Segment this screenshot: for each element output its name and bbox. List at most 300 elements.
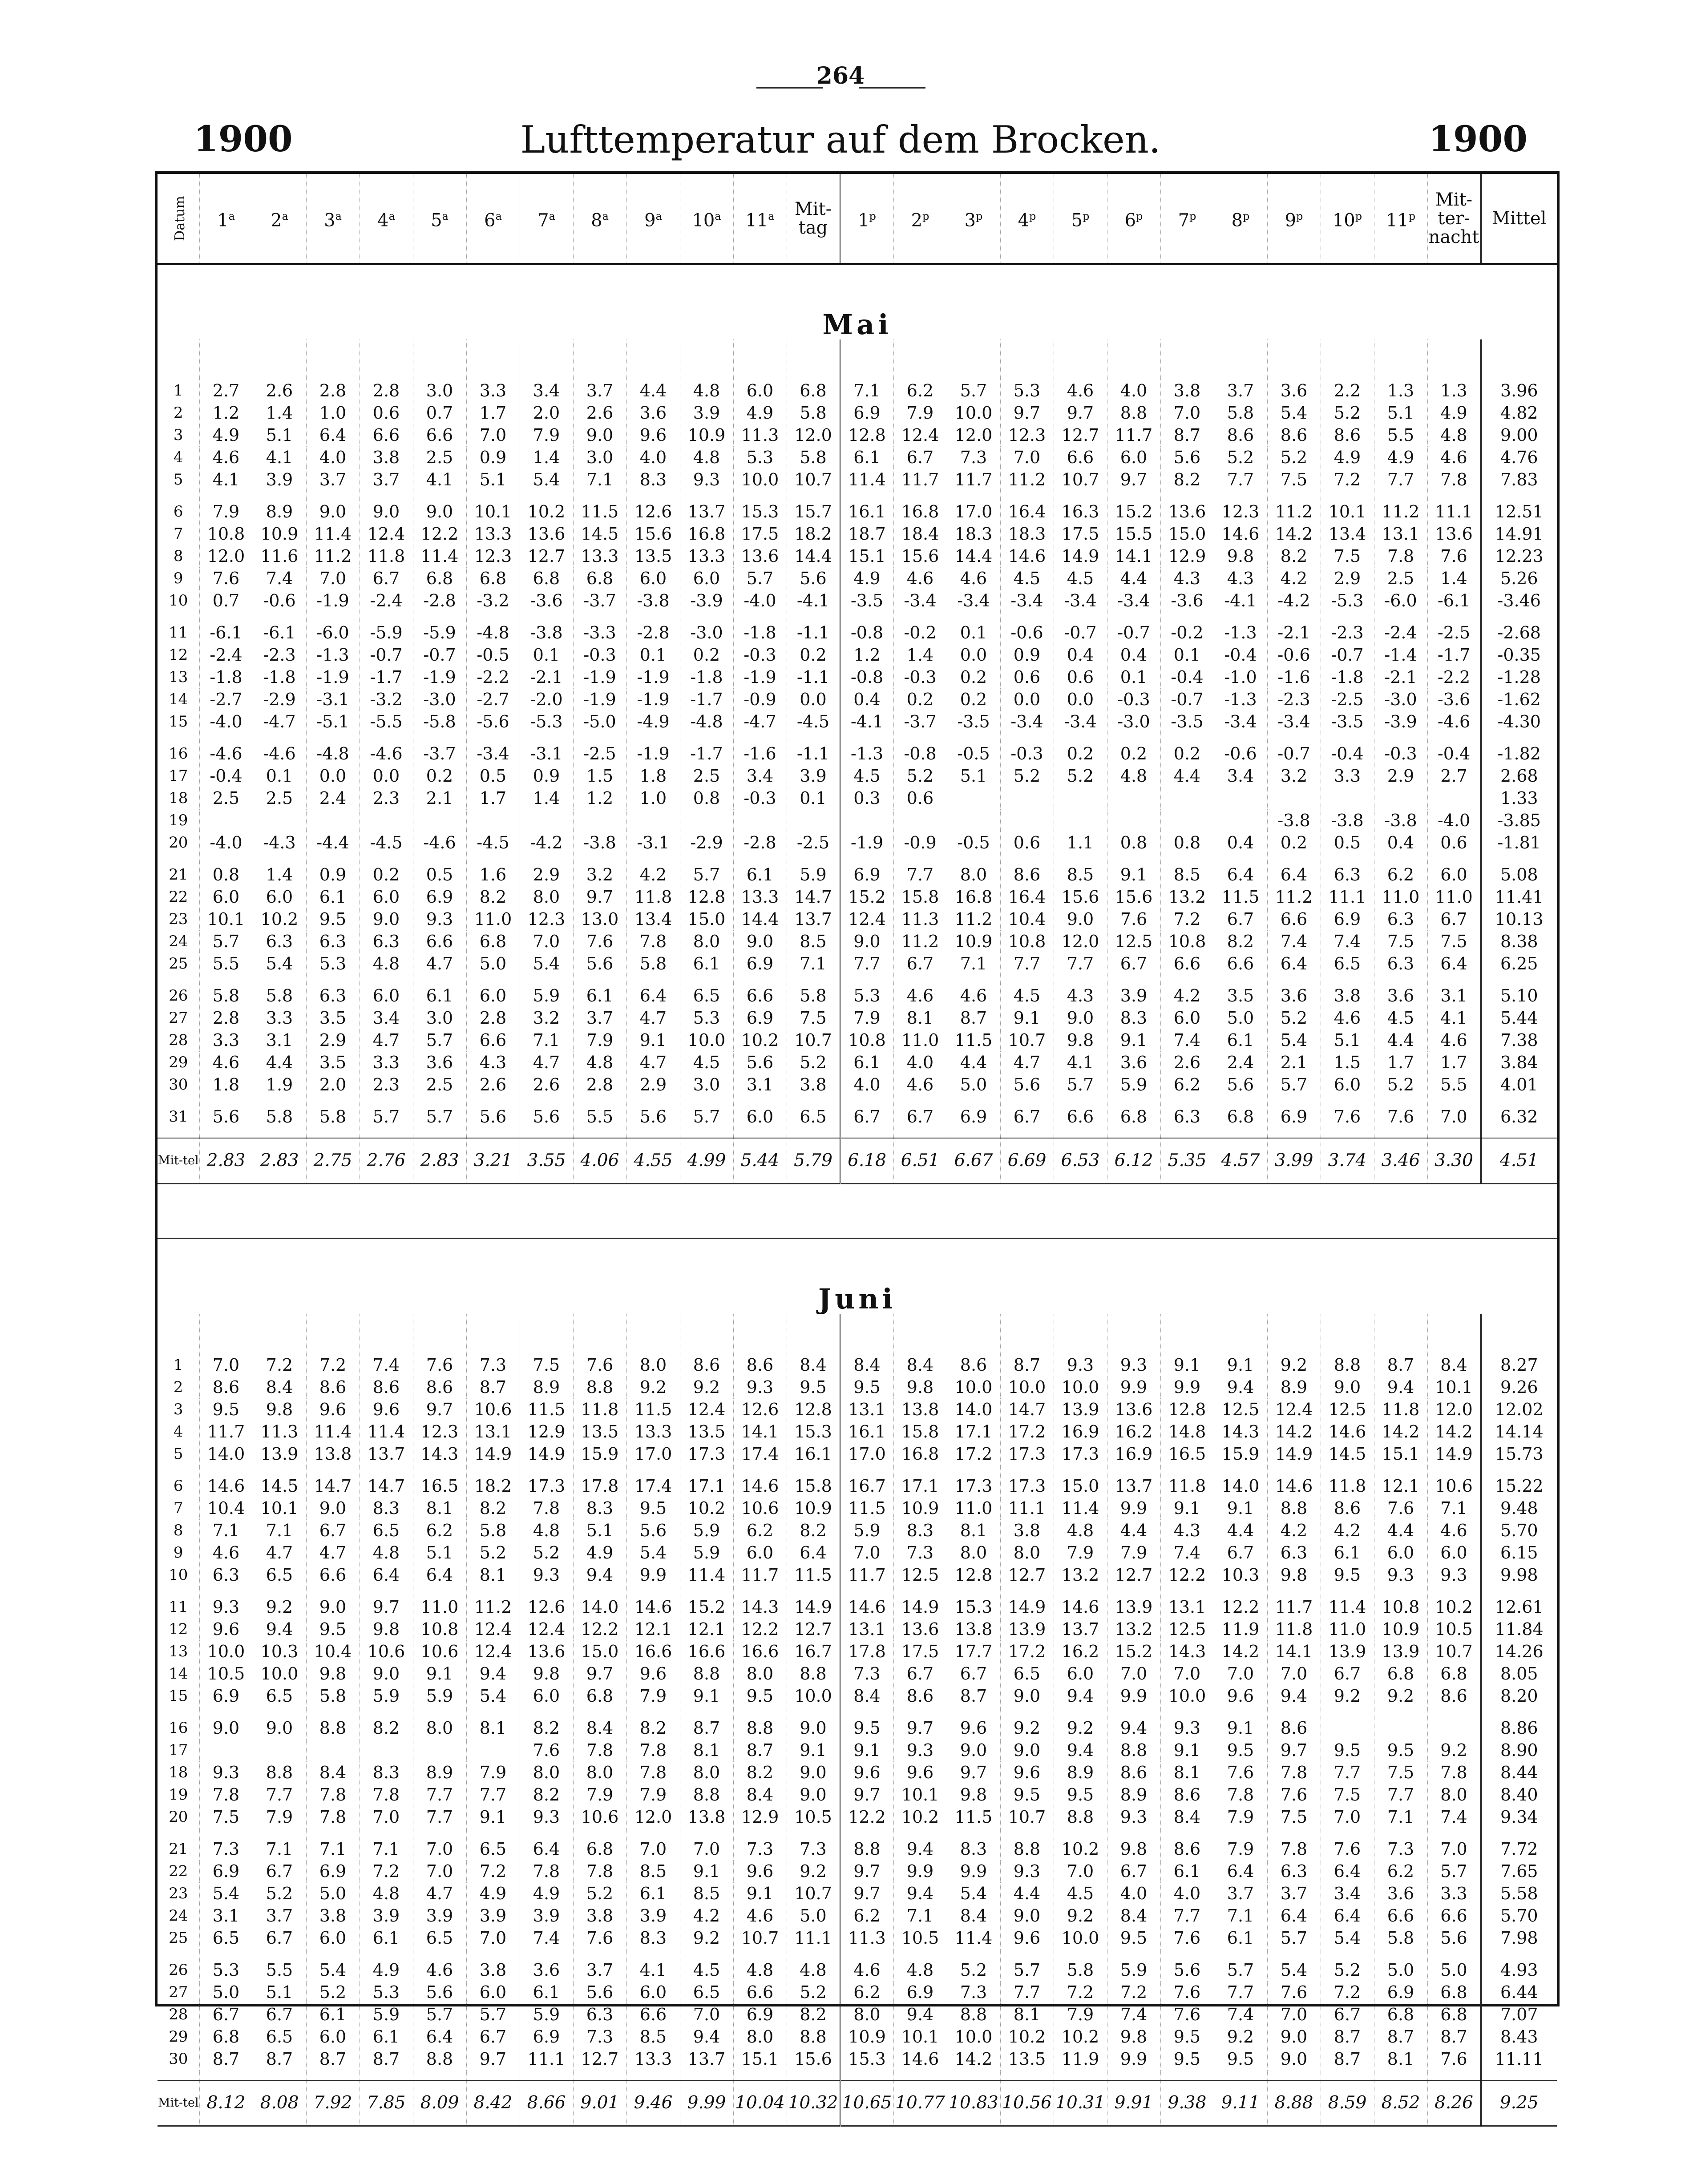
- header-hour-number: 11: [745, 210, 768, 231]
- temperature-cell: 10.9: [1374, 1618, 1427, 1640]
- temperature-cell: 16.8: [680, 523, 733, 545]
- spacer-cell: [1267, 2070, 1321, 2080]
- header-hour-suffix: p: [1408, 210, 1416, 223]
- gap-cell: [1160, 1465, 1214, 1475]
- temperature-cell: 7.5: [199, 1806, 253, 1828]
- temperature-cell: 12.2: [573, 1618, 626, 1640]
- temperature-cell: 10.1: [893, 2026, 947, 2048]
- temperature-cell: [1054, 787, 1107, 809]
- temperature-cell: 0.6: [360, 402, 413, 424]
- day-cell: 14: [169, 690, 188, 708]
- temperature-cell: 4.6: [1054, 379, 1107, 402]
- temperature-cell: 4.5: [680, 1959, 733, 1981]
- temperature-cell: 14.6: [893, 2048, 947, 2070]
- gap-cell: [413, 975, 466, 985]
- temperature-cell: [1321, 787, 1374, 809]
- temperature-cell: 12.3: [1214, 501, 1267, 523]
- temperature-cell: 5.3: [1000, 379, 1054, 402]
- temperature-cell: 12.4: [466, 1640, 520, 1663]
- temperature-cell: 6.0: [626, 567, 680, 589]
- temperature-cell: 9.6: [893, 1761, 947, 1784]
- spacer-cell: [1427, 339, 1481, 379]
- day-cell: 1: [173, 382, 183, 400]
- day-cell: 20: [169, 834, 188, 852]
- daily-mean-cell: 6.15: [1481, 1542, 1557, 1564]
- temperature-cell: 0.5: [413, 864, 466, 886]
- temperature-cell: 11.5: [840, 1497, 893, 1519]
- spacer-cell: [680, 339, 733, 379]
- temperature-cell: -6.0: [1374, 589, 1427, 612]
- header-hour-pm: [1374, 174, 1427, 264]
- temperature-cell: 6.7: [1427, 908, 1481, 930]
- gap-cell: [158, 1828, 199, 1838]
- spacer-cell: [947, 339, 1000, 379]
- temperature-cell: 5.2: [1321, 402, 1374, 424]
- header-hour-number: 8: [591, 210, 602, 231]
- temperature-cell: 7.2: [360, 1860, 413, 1882]
- temperature-cell: 10.0: [947, 2026, 1000, 2048]
- temperature-cell: 5.7: [413, 1029, 466, 1051]
- gap-cell: [360, 1096, 413, 1106]
- temperature-cell: 8.7: [306, 2048, 360, 2070]
- gap-cell: [1427, 612, 1481, 622]
- temperature-cell: 5.8: [253, 1106, 306, 1128]
- data-row: [158, 1860, 1557, 1882]
- temperature-cell: 7.4: [1160, 1542, 1214, 1564]
- hourly-mean-cell: 9.11: [1214, 2080, 1267, 2126]
- temperature-cell: 4.7: [1000, 1051, 1054, 1074]
- temperature-cell: 6.4: [626, 985, 680, 1007]
- gap-cell: [1214, 975, 1267, 985]
- gap-cell: [840, 612, 893, 622]
- temperature-cell: 8.2: [733, 1761, 787, 1784]
- temperature-cell: 6.0: [733, 1542, 787, 1564]
- temperature-cell: 9.4: [893, 1838, 947, 1860]
- gap-cell: [947, 1707, 1000, 1717]
- temperature-cell: 13.3: [626, 2048, 680, 2070]
- header-hour-number: 11: [1386, 210, 1409, 231]
- gap-cell: [1214, 1707, 1267, 1717]
- temperature-cell: 10.5: [199, 1663, 253, 1685]
- gap-cell: [466, 1465, 520, 1475]
- gap-cell: [1000, 1465, 1054, 1475]
- data-row: [158, 1882, 1557, 1905]
- temperature-cell: 12.3: [520, 908, 573, 930]
- temperature-cell: 8.8: [947, 2003, 1000, 2026]
- temperature-cell: 9.4: [253, 1618, 306, 1640]
- temperature-cell: 8.4: [947, 1905, 1000, 1927]
- temperature-cell: 10.3: [253, 1640, 306, 1663]
- temperature-cell: 11.7: [840, 1564, 893, 1586]
- gap-cell: [787, 1949, 840, 1959]
- day-cell: 24: [169, 1907, 188, 1925]
- temperature-cell: 0.6: [893, 787, 947, 809]
- daily-mean-cell: 3.84: [1481, 1051, 1557, 1074]
- temperature-cell: 9.1: [1160, 1739, 1214, 1761]
- temperature-cell: 8.5: [787, 930, 840, 953]
- spacer-row: [158, 2070, 1557, 2080]
- temperature-cell: -2.1: [1267, 622, 1321, 644]
- temperature-cell: 11.0: [1321, 1618, 1374, 1640]
- temperature-cell: 6.1: [413, 985, 466, 1007]
- gap-cell: [840, 1828, 893, 1838]
- temperature-cell: 9.2: [1374, 1685, 1427, 1707]
- header-hour-number: 1: [858, 210, 869, 231]
- gap-cell: [1107, 733, 1160, 743]
- temperature-cell: 6.1: [840, 1051, 893, 1074]
- temperature-cell: 6.0: [1427, 1542, 1481, 1564]
- temperature-cell: 0.3: [840, 787, 893, 809]
- spacer-cell: [1214, 1128, 1267, 1138]
- daily-mean-cell: 5.10: [1481, 985, 1557, 1007]
- spacer-cell: [787, 2070, 840, 2080]
- temperature-cell: 10.3: [1214, 1564, 1267, 1586]
- temperature-cell: 7.6: [573, 1354, 626, 1376]
- temperature-cell: 15.9: [573, 1443, 626, 1465]
- temperature-cell: 13.6: [733, 545, 787, 567]
- temperature-cell: 7.0: [520, 930, 573, 953]
- temperature-cell: 6.8: [1374, 1663, 1427, 1685]
- temperature-cell: 12.7: [1054, 424, 1107, 446]
- temperature-cell: 12.4: [1267, 1398, 1321, 1421]
- spacer-cell: [1160, 1128, 1214, 1138]
- temperature-cell: -1.4: [1374, 644, 1427, 666]
- temperature-cell: 10.2: [893, 1806, 947, 1828]
- temperature-cell: 11.8: [360, 545, 413, 567]
- temperature-cell: -2.3: [1267, 688, 1321, 711]
- temperature-cell: -0.7: [1054, 622, 1107, 644]
- header-midnight: Mit-ter-nacht: [1427, 174, 1481, 264]
- group-gap: [158, 1096, 1557, 1106]
- temperature-cell: 0.9: [306, 864, 360, 886]
- temperature-cell: 10.7: [733, 1927, 787, 1949]
- gap-cell: [1267, 491, 1321, 501]
- temperature-cell: 10.4: [306, 1640, 360, 1663]
- temperature-cell: 4.6: [1427, 446, 1481, 468]
- temperature-cell: 5.0: [199, 1981, 253, 2003]
- temperature-cell: 16.8: [893, 1443, 947, 1465]
- gap-cell: [1481, 733, 1557, 743]
- gap-cell: [626, 1465, 680, 1475]
- gap-cell: [1427, 733, 1481, 743]
- temperature-cell: 8.7: [466, 1376, 520, 1398]
- temperature-cell: 12.7: [787, 1618, 840, 1640]
- temperature-cell: 6.6: [733, 985, 787, 1007]
- temperature-cell: 7.9: [626, 1784, 680, 1806]
- temperature-cell: 7.4: [520, 1927, 573, 1949]
- spacer-cell: [520, 1128, 573, 1138]
- temperature-cell: 8.4: [1160, 1806, 1214, 1828]
- temperature-cell: 3.3: [466, 379, 520, 402]
- header-hour-number: 4: [377, 210, 389, 231]
- gap-cell: [413, 1949, 466, 1959]
- temperature-cell: 7.9: [1214, 1806, 1267, 1828]
- data-row: [158, 787, 1557, 809]
- temperature-cell: 10.9: [787, 1497, 840, 1519]
- day-cell: 15: [169, 1687, 188, 1705]
- spacer-cell: [360, 2070, 413, 2080]
- temperature-cell: 14.6: [1054, 1596, 1107, 1618]
- temperature-cell: 3.8: [1000, 1519, 1054, 1542]
- temperature-cell: -3.4: [1000, 711, 1054, 733]
- temperature-cell: 12.5: [1321, 1398, 1374, 1421]
- spacer-cell: [158, 2070, 199, 2080]
- temperature-cell: -1.3: [1214, 622, 1267, 644]
- temperature-cell: 7.2: [466, 1860, 520, 1882]
- spacer-cell: [626, 339, 680, 379]
- temperature-cell: 9.4: [1054, 1739, 1107, 1761]
- temperature-cell: 6.7: [947, 1663, 1000, 1685]
- header-hour-number: 9: [1285, 210, 1297, 231]
- temperature-cell: 6.5: [787, 1106, 840, 1128]
- temperature-cell: 5.4: [306, 1959, 360, 1981]
- temperature-cell: 3.7: [573, 1959, 626, 1981]
- spacer-cell: [1107, 339, 1160, 379]
- temperature-cell: 7.6: [1160, 1981, 1214, 2003]
- gap-cell: [787, 1828, 840, 1838]
- temperature-cell: 10.0: [1160, 1685, 1214, 1707]
- temperature-cell: 8.6: [1107, 1761, 1160, 1784]
- spacer-cell: [893, 1314, 947, 1354]
- temperature-cell: 10.1: [1427, 1376, 1481, 1398]
- spacer-cell: [466, 1128, 520, 1138]
- day-cell: 10: [169, 1566, 188, 1584]
- temperature-cell: -2.4: [1374, 622, 1427, 644]
- spacer-cell: [466, 339, 520, 379]
- temperature-cell: 8.3: [626, 468, 680, 491]
- temperature-cell: 6.1: [680, 953, 733, 975]
- temperature-cell: -2.7: [199, 688, 253, 711]
- daily-mean-cell: -1.28: [1481, 666, 1557, 688]
- temperature-cell: 8.8: [413, 2048, 466, 2070]
- temperature-cell: 5.7: [680, 1106, 733, 1128]
- temperature-cell: 4.5: [1374, 1007, 1427, 1029]
- spacer-cell: [733, 1128, 787, 1138]
- gap-cell: [199, 491, 253, 501]
- gap-cell: [733, 491, 787, 501]
- temperature-cell: 5.8: [1374, 1927, 1427, 1949]
- temperature-cell: 9.0: [1000, 1905, 1054, 1927]
- daily-mean-cell: 8.20: [1481, 1685, 1557, 1707]
- temperature-cell: -1.8: [733, 622, 787, 644]
- temperature-cell: 3.7: [1214, 1882, 1267, 1905]
- temperature-cell: -1.6: [1267, 666, 1321, 688]
- hourly-mean-cell: 3.55: [520, 1138, 573, 1184]
- spacer-cell: [733, 2070, 787, 2080]
- temperature-cell: 14.6: [1267, 1475, 1321, 1497]
- temperature-cell: 5.3: [680, 1007, 733, 1029]
- temperature-cell: -0.8: [893, 743, 947, 765]
- temperature-cell: 8.6: [680, 1354, 733, 1376]
- temperature-cell: 9.9: [1107, 1497, 1160, 1519]
- temperature-cell: 6.1: [573, 985, 626, 1007]
- gap-cell: [787, 1096, 840, 1106]
- hourly-mean-cell: 10.32: [787, 2080, 840, 2126]
- temperature-cell: 12.4: [680, 1398, 733, 1421]
- temperature-cell: 11.7: [1107, 424, 1160, 446]
- temperature-cell: 16.9: [1054, 1421, 1107, 1443]
- gap-cell: [360, 1465, 413, 1475]
- temperature-cell: 7.9: [1054, 1542, 1107, 1564]
- temperature-cell: 7.0: [1054, 1860, 1107, 1882]
- temperature-cell: 8.9: [1054, 1761, 1107, 1784]
- spacer-cell: [306, 1128, 360, 1138]
- temperature-cell: 17.0: [626, 1443, 680, 1465]
- temperature-cell: 13.1: [1374, 523, 1427, 545]
- data-row: [158, 2003, 1557, 2026]
- hourly-mean-cell: 8.12: [199, 2080, 253, 2126]
- temperature-cell: 10.7: [1054, 468, 1107, 491]
- temperature-cell: 7.7: [1374, 1784, 1427, 1806]
- temperature-cell: -0.5: [947, 832, 1000, 854]
- temperature-cell: [893, 809, 947, 832]
- temperature-cell: 4.1: [413, 468, 466, 491]
- temperature-cell: 7.8: [573, 1860, 626, 1882]
- temperature-cell: 6.8: [1107, 1106, 1160, 1128]
- gap-cell: [1374, 1949, 1427, 1959]
- temperature-cell: 5.9: [360, 2003, 413, 2026]
- temperature-cell: 11.7: [1267, 1596, 1321, 1618]
- temperature-cell: -0.3: [893, 666, 947, 688]
- gap-cell: [199, 612, 253, 622]
- gap-cell: [520, 1096, 573, 1106]
- gap-cell: [680, 1465, 733, 1475]
- gap-cell: [306, 975, 360, 985]
- spacer-cell: [733, 339, 787, 379]
- temperature-cell: 7.1: [840, 379, 893, 402]
- temperature-cell: 4.6: [199, 1542, 253, 1564]
- temperature-cell: 5.2: [253, 1882, 306, 1905]
- temperature-cell: 8.1: [893, 1007, 947, 1029]
- temperature-cell: -3.6: [1427, 688, 1481, 711]
- temperature-cell: 4.1: [199, 468, 253, 491]
- temperature-cell: 9.8: [360, 1618, 413, 1640]
- header-hour-suffix: p: [869, 210, 876, 223]
- temperature-cell: 8.7: [1000, 1354, 1054, 1376]
- temperature-cell: 12.3: [466, 545, 520, 567]
- day-cell: 16: [169, 745, 188, 763]
- gap-cell: [1214, 733, 1267, 743]
- temperature-cell: 2.5: [413, 1074, 466, 1096]
- temperature-cell: 5.1: [253, 424, 306, 446]
- temperature-cell: 12.9: [1160, 545, 1214, 567]
- temperature-cell: 14.7: [787, 886, 840, 908]
- gap-cell: [626, 1707, 680, 1717]
- temperature-cell: 6.2: [413, 1519, 466, 1542]
- temperature-cell: 12.1: [626, 1618, 680, 1640]
- temperature-cell: [360, 1739, 413, 1761]
- temperature-cell: 9.5: [199, 1398, 253, 1421]
- temperature-cell: -0.7: [1160, 688, 1214, 711]
- day-cell: 2: [173, 404, 183, 422]
- spacer-cell: [306, 1314, 360, 1354]
- temperature-cell: 1.3: [1427, 379, 1481, 402]
- temperature-cell: 7.6: [199, 567, 253, 589]
- temperature-cell: 10.2: [1000, 2026, 1054, 2048]
- temperature-cell: 3.1: [253, 1029, 306, 1051]
- gap-cell: [947, 1096, 1000, 1106]
- gap-cell: [787, 612, 840, 622]
- temperature-cell: 6.6: [306, 1564, 360, 1586]
- temperature-cell: 8.4: [787, 1354, 840, 1376]
- gap-cell: [520, 1828, 573, 1838]
- gap-cell: [626, 1828, 680, 1838]
- hourly-mean-cell: 5.35: [1160, 1138, 1214, 1184]
- data-row: [158, 1443, 1557, 1465]
- gap-cell: [1267, 1465, 1321, 1475]
- temperature-cell: 13.9: [1054, 1398, 1107, 1421]
- temperature-cell: 2.8: [306, 379, 360, 402]
- data-row: [158, 1542, 1557, 1564]
- temperature-cell: 7.1: [1374, 1806, 1427, 1828]
- temperature-cell: 5.3: [360, 1981, 413, 2003]
- data-row: [158, 743, 1557, 765]
- temperature-cell: 6.3: [1267, 1542, 1321, 1564]
- temperature-cell: 6.0: [1160, 1007, 1214, 1029]
- temperature-cell: 7.8: [1267, 1761, 1321, 1784]
- temperature-cell: 9.0: [360, 908, 413, 930]
- temperature-cell: 8.7: [253, 2048, 306, 2070]
- temperature-cell: 15.7: [787, 501, 840, 523]
- temperature-cell: 9.2: [1427, 1739, 1481, 1761]
- hourly-mean-cell: 8.42: [466, 2080, 520, 2126]
- header-hour-am: [520, 174, 573, 264]
- temperature-cell: 9.9: [1160, 1376, 1214, 1398]
- header-hour-am: [466, 174, 520, 264]
- spacer-cell: [1054, 2070, 1107, 2080]
- temperature-cell: 9.1: [1214, 1497, 1267, 1519]
- temperature-cell: 9.7: [1054, 402, 1107, 424]
- gap-cell: [680, 1949, 733, 1959]
- temperature-cell: 9.4: [573, 1564, 626, 1586]
- temperature-cell: 9.6: [626, 1663, 680, 1685]
- temperature-cell: 5.5: [253, 1959, 306, 1981]
- temperature-cell: 17.3: [520, 1475, 573, 1497]
- spacer-cell: [1427, 1314, 1481, 1354]
- gap-cell: [1267, 1949, 1321, 1959]
- temperature-cell: -5.6: [466, 711, 520, 733]
- temperature-cell: 6.8: [413, 567, 466, 589]
- temperature-cell: [1107, 809, 1160, 832]
- temperature-cell: 17.5: [733, 523, 787, 545]
- gap-cell: [253, 1465, 306, 1475]
- temperature-cell: 8.6: [1321, 424, 1374, 446]
- temperature-cell: 0.4: [1214, 832, 1267, 854]
- gap-cell: [573, 1828, 626, 1838]
- temperature-cell: 2.9: [1321, 567, 1374, 589]
- spacer-cell: [1054, 1314, 1107, 1354]
- temperature-cell: 7.9: [573, 1029, 626, 1051]
- temperature-cell: 9.6: [840, 1761, 893, 1784]
- temperature-cell: 0.4: [1054, 644, 1107, 666]
- temperature-cell: 12.1: [1374, 1475, 1427, 1497]
- spacer-cell: [253, 1128, 306, 1138]
- temperature-cell: 12.4: [466, 1618, 520, 1640]
- gap-cell: [893, 1586, 947, 1596]
- temperature-cell: 13.5: [573, 1421, 626, 1443]
- hourly-mean-cell: 5.79: [787, 1138, 840, 1184]
- day-cell: 8: [173, 547, 183, 565]
- temperature-cell: 9.7: [413, 1398, 466, 1421]
- temperature-cell: -3.5: [1321, 711, 1374, 733]
- temperature-cell: -1.3: [840, 743, 893, 765]
- temperature-cell: 9.2: [1214, 2026, 1267, 2048]
- temperature-cell: 3.8: [1321, 985, 1374, 1007]
- group-gap: [158, 1828, 1557, 1838]
- temperature-cell: 13.2: [1054, 1564, 1107, 1586]
- temperature-cell: 7.1: [199, 1519, 253, 1542]
- temperature-cell: 14.7: [1000, 1398, 1054, 1421]
